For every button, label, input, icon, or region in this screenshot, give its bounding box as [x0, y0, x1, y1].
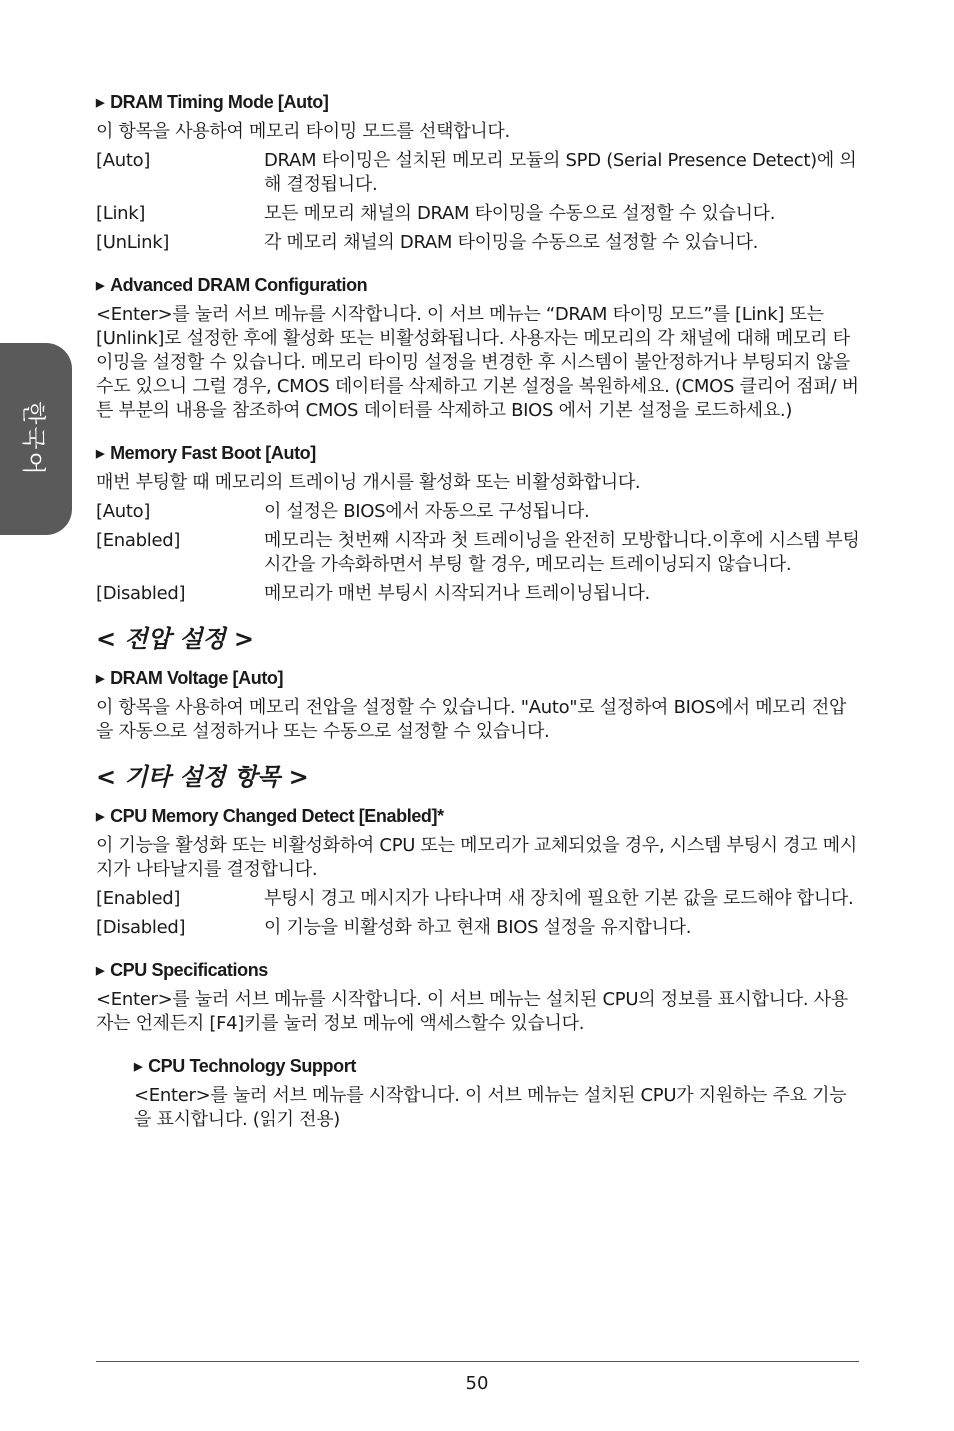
option-value: DRAM 타이밍은 설치된 메모리 모듈의 SPD (Serial Presence Detect)에 의해 결정됩니다. [264, 150, 857, 195]
option-row [96, 582, 860, 606]
option-row [96, 500, 860, 524]
option-value: 부팅시 경고 메시지가 나타나며 새 장치에 필요한 기본 값을 로드해야 합니다. [264, 888, 854, 909]
section-description: <Enter>를 눌러 서브 메뉴를 시작합니다. 이 서브 메뉴는 설치된 CPU의 정보를 표시합니다. 사용자는 언제든지 [F4]키를 눌러 정보 메뉴에 액세스할수 있습니다. [96, 989, 848, 1034]
triangle-bullet-icon: ▶ [96, 811, 105, 823]
option-key: [Enabled] [96, 888, 181, 909]
section-memory-fast-boot [96, 441, 860, 606]
language-tab-label: 한국어 [19, 401, 48, 477]
triangle-bullet-icon: ▶ [96, 673, 105, 685]
triangle-bullet-icon: ▶ [96, 965, 105, 977]
section-description: 이 기능을 활성화 또는 비활성화하여 CPU 또는 메모리가 교체되었을 경우, 시스템 부팅시 경고 메시지가 나타날지를 결정합니다. [96, 835, 857, 880]
section-cpu-specifications [96, 958, 860, 1036]
triangle-bullet-icon: ▶ [134, 1061, 143, 1073]
triangle-bullet-icon: ▶ [96, 280, 105, 292]
option-row [96, 202, 860, 226]
option-key: [Auto] [96, 501, 151, 522]
section-advanced-dram [96, 273, 860, 423]
section-description: 이 항목을 사용하여 메모리 타이밍 모드를 선택합니다. [96, 121, 510, 142]
section-heading: ▶ DRAM Timing Mode [Auto] [96, 92, 329, 112]
voltage-settings-heading: < 전압 설정 > [96, 625, 255, 653]
option-value: 메모리가 매번 부팅시 시작되거나 트레이닝됩니다. [264, 583, 650, 604]
option-row [96, 231, 860, 255]
footer-divider [96, 1361, 859, 1362]
page-number: 50 [465, 1373, 489, 1394]
section-heading: ▶ DRAM Voltage [Auto] [96, 668, 284, 688]
option-row [96, 916, 860, 940]
option-key: [Disabled] [96, 583, 186, 604]
option-key: [Disabled] [96, 917, 186, 938]
other-settings-heading: < 기타 설정 항목 > [96, 763, 309, 791]
option-row [96, 149, 860, 197]
option-key: [Enabled] [96, 530, 181, 551]
option-key: [Link] [96, 203, 146, 224]
section-description: <Enter>를 눌러 서브 메뉴를 시작합니다. 이 서브 메뉴는 “DRAM 타이밍 모드”를 [Link] 또는 [Unlink]로 설정한 후에 활성화 또는 비활성화됩니다. 사용자는 메모리의 각 채널에 대해 메모리 타이밍을 설정할 수 있습니다. 메모리 타이밍 설정을 변경한 후 시스템이 불안정하거나 부팅되지 않을 수도 있으니 그럴 경우, CMOS 데이터를 삭제하고 기본 설정을 복원하세요. (CMOS 클리어 점퍼/ 버튼 부분의 내용을 참조하여 CMOS 데이터를 삭제하고 BIOS 에서 기본 설정을 로드하세요.) [96, 304, 859, 421]
section-description: 매번 부팅할 때 메모리의 트레이닝 개시를 활성화 또는 비활성화합니다. [96, 472, 641, 493]
section-cpu-technology-support [134, 1054, 860, 1132]
section-description: <Enter>를 눌러 서브 메뉴를 시작합니다. 이 서브 메뉴는 설치된 CPU가 지원하는 주요 기능을 표시합니다. (읽기 전용) [134, 1085, 847, 1130]
option-key: [Auto] [96, 150, 151, 171]
triangle-bullet-icon: ▶ [96, 448, 105, 460]
section-description: 이 항목을 사용하여 메모리 전압을 설정할 수 있습니다. "Auto"로 설정하여 BIOS에서 메모리 전압을 자동으로 설정하거나 또는 수동으로 설정할 수 있습니다. [96, 697, 847, 742]
triangle-bullet-icon: ▶ [96, 97, 105, 109]
section-cpu-memory-detect [96, 804, 860, 940]
option-value: 모든 메모리 채널의 DRAM 타이밍을 수동으로 설정할 수 있습니다. [264, 203, 776, 224]
section-heading: ▶ CPU Technology Support [134, 1056, 356, 1076]
option-row [96, 529, 860, 577]
option-value: 이 설정은 BIOS에서 자동으로 구성됩니다. [264, 501, 590, 522]
section-dram-voltage [96, 666, 860, 744]
section-heading: ▶ Memory Fast Boot [Auto] [96, 443, 316, 463]
option-key: [UnLink] [96, 232, 170, 253]
section-heading: ▶ CPU Specifications [96, 960, 268, 980]
option-value: 각 메모리 채널의 DRAM 타이밍을 수동으로 설정할 수 있습니다. [264, 232, 759, 253]
option-row [96, 887, 860, 911]
language-tab [0, 343, 72, 535]
section-heading: ▶ CPU Memory Changed Detect [Enabled]* [96, 806, 444, 826]
section-dram-timing [96, 90, 860, 255]
option-value: 이 기능을 비활성화 하고 현재 BIOS 설정을 유지합니다. [264, 917, 692, 938]
option-value: 메모리는 첫번째 시작과 첫 트레이닝을 완전히 모방합니다.이후에 시스템 부팅 시간을 가속화하면서 부팅 할 경우, 메모리는 트레이닝되지 않습니다. [264, 530, 860, 575]
page-content [96, 90, 860, 1150]
section-heading: ▶ Advanced DRAM Configuration [96, 275, 368, 295]
